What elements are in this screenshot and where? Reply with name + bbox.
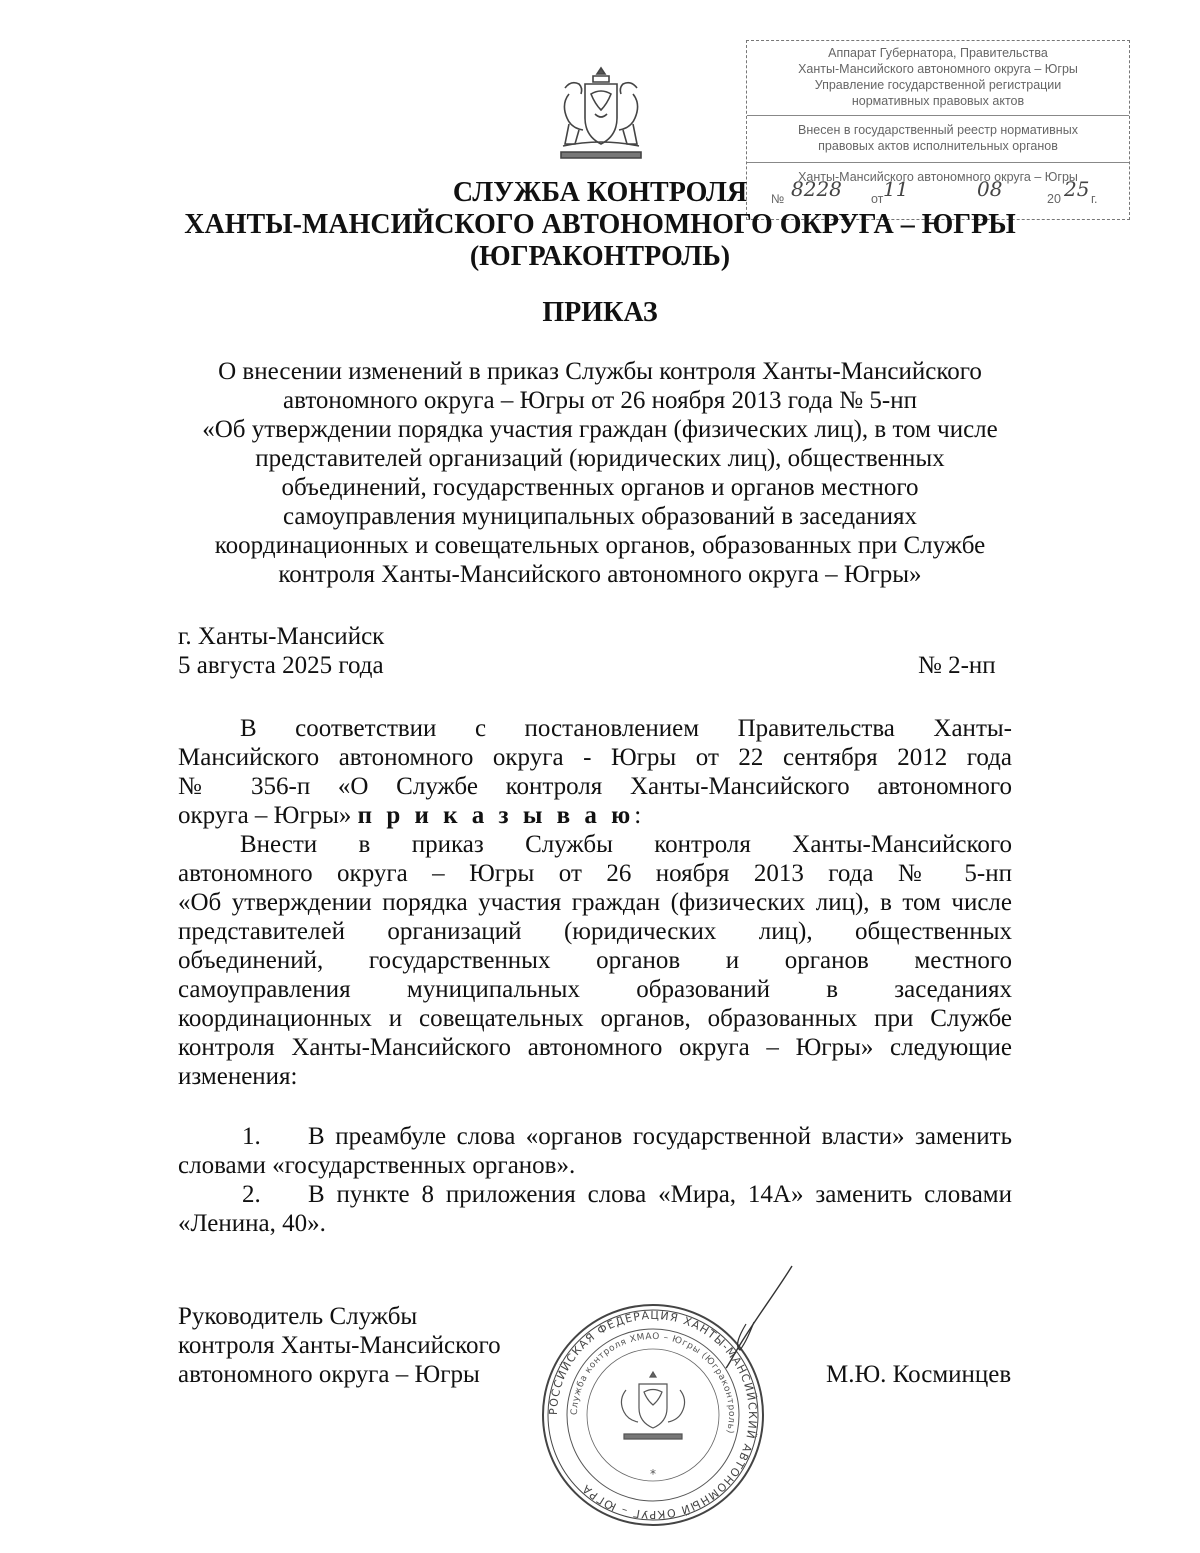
subject-line: «Об утверждении порядка участия граждан (физических лиц), в том числе <box>202 416 998 443</box>
amend-line: представителей организаций (юридических лиц), общественных <box>178 918 1012 945</box>
amend-line: автономного округа – Югры от 26 ноября 2013 года № 5-нп <box>178 860 1012 887</box>
preamble-line: В соответствии с постановлением Правительства Ханты- <box>240 715 1012 742</box>
coat-of-arms-emblem <box>555 64 647 162</box>
stamp-line: Ханты-Мансийского автономного округа – Югры <box>798 170 1078 184</box>
stamp-year-suffix: 25 <box>1064 177 1090 201</box>
signatory-name: М.Ю. Косминцев <box>826 1361 1012 1388</box>
item-text-cont: «Ленина, 40». <box>178 1210 326 1237</box>
header-line: (ЮГРАКОНТРОЛЬ) <box>469 241 731 272</box>
signatory-title: контроля Ханты-Мансийского <box>178 1332 501 1359</box>
signatory-title: Руководитель Службы <box>178 1303 418 1330</box>
amend-last-line: изменения: <box>178 1063 298 1090</box>
stamp-line: Ханты-Мансийского автономного округа – Югры <box>798 62 1078 76</box>
item-number: 2. <box>242 1181 261 1208</box>
amend-line: «Об утверждении порядка участия граждан (физических лиц), в том числе <box>178 889 1012 916</box>
item-number: 1. <box>242 1123 261 1150</box>
stamp-line: нормативных правовых актов <box>851 94 1025 108</box>
seal-inner-text: Служба контроля ХМАО – Югры (Юграконтроль) <box>569 1331 737 1435</box>
item-text: В преамбуле слова «органов государственной власти» заменить <box>308 1123 1012 1150</box>
order-word: п р и к а з ы в а ю <box>357 802 635 829</box>
subject-line: контроля Ханты-Мансийского автономного округа – Югры» <box>278 561 922 588</box>
stamp-year-label: г. <box>1091 192 1098 206</box>
subject-line: представителей организаций (юридических лиц), общественных <box>255 445 945 472</box>
stamp-line: правовых актов исполнительных органов <box>818 139 1058 153</box>
subject-line: автономного округа – Югры от 26 ноября 2013 года № 5-нп <box>283 387 917 414</box>
amend-line: контроля Ханты-Мансийского автономного округа – Югры» следующие <box>178 1034 1012 1061</box>
handwritten-signature <box>710 1262 800 1372</box>
date: 5 августа 2025 года <box>178 652 384 679</box>
subject-line: О внесении изменений в приказ Службы контроля Ханты-Мансийского <box>218 358 982 385</box>
stamp-day: 11 <box>883 177 909 201</box>
preamble-line: № 356-п «О Службе контроля Ханты-Мансийского автономного <box>178 773 1012 800</box>
preamble-line: Мансийского автономного округа - Югры от 22 сентября 2012 года <box>178 744 1012 771</box>
order-colon: : <box>634 802 642 829</box>
stamp-month: 08 <box>977 177 1003 201</box>
svg-text:*: * <box>650 1467 656 1481</box>
item-text-cont: словами «государственных органов». <box>178 1152 576 1179</box>
order-number: № 2-нп <box>918 652 996 679</box>
stamp-from-label: от <box>871 192 884 206</box>
place: г. Ханты-Мансийск <box>178 623 385 650</box>
doc-type-title: ПРИКАЗ <box>542 297 658 328</box>
header-line: ХАНТЫ-МАНСИЙСКОГО АВТОНОМНОГО ОКРУГА – ЮГРЫ <box>184 209 1016 240</box>
stamp-line: Аппарат Губернатора, Правительства <box>828 46 1048 60</box>
preamble-last-line <box>178 801 1012 830</box>
amend-line: самоуправления муниципальных образований в заседаниях <box>178 976 1012 1003</box>
seal-outer-text: РОССИЙСКАЯ ФЕДЕРАЦИЯ ХАНТЫ-МАНСИЙСКИЙ АВТОНОМНЫЙ ОКРУГ – ЮГРА <box>546 1308 760 1522</box>
amend-line: Внести в приказ Службы контроля Ханты-Мансийского <box>240 831 1012 858</box>
signatory-title: автономного округа – Югры <box>178 1361 480 1388</box>
amend-line: объединений, государственных органов и органов местного <box>178 947 1012 974</box>
stamp-no-label: № <box>771 192 785 206</box>
amend-line: координационных и совещательных органов, образованных при Службе <box>178 1005 1012 1032</box>
subject-line: объединений, государственных органов и органов местного <box>281 474 919 501</box>
subject-line: координационных и совещательных органов, образованных при Службе <box>214 532 986 559</box>
subject-line: самоуправления муниципальных образований в заседаниях <box>283 503 917 530</box>
stamp-line: Управление государственной регистрации <box>814 78 1062 92</box>
stamp-reg-number: 8228 <box>791 177 842 201</box>
stamp-line: Внесен в государственный реестр нормативных <box>798 123 1078 137</box>
header-line: СЛУЖБА КОНТРОЛЯ <box>452 177 748 208</box>
stamp-year-prefix: 20 <box>1047 192 1061 206</box>
preamble-text: округа – Югры» <box>178 802 352 829</box>
item-text: В пункте 8 приложения слова «Мира, 14А» заменить словами <box>308 1181 1012 1208</box>
